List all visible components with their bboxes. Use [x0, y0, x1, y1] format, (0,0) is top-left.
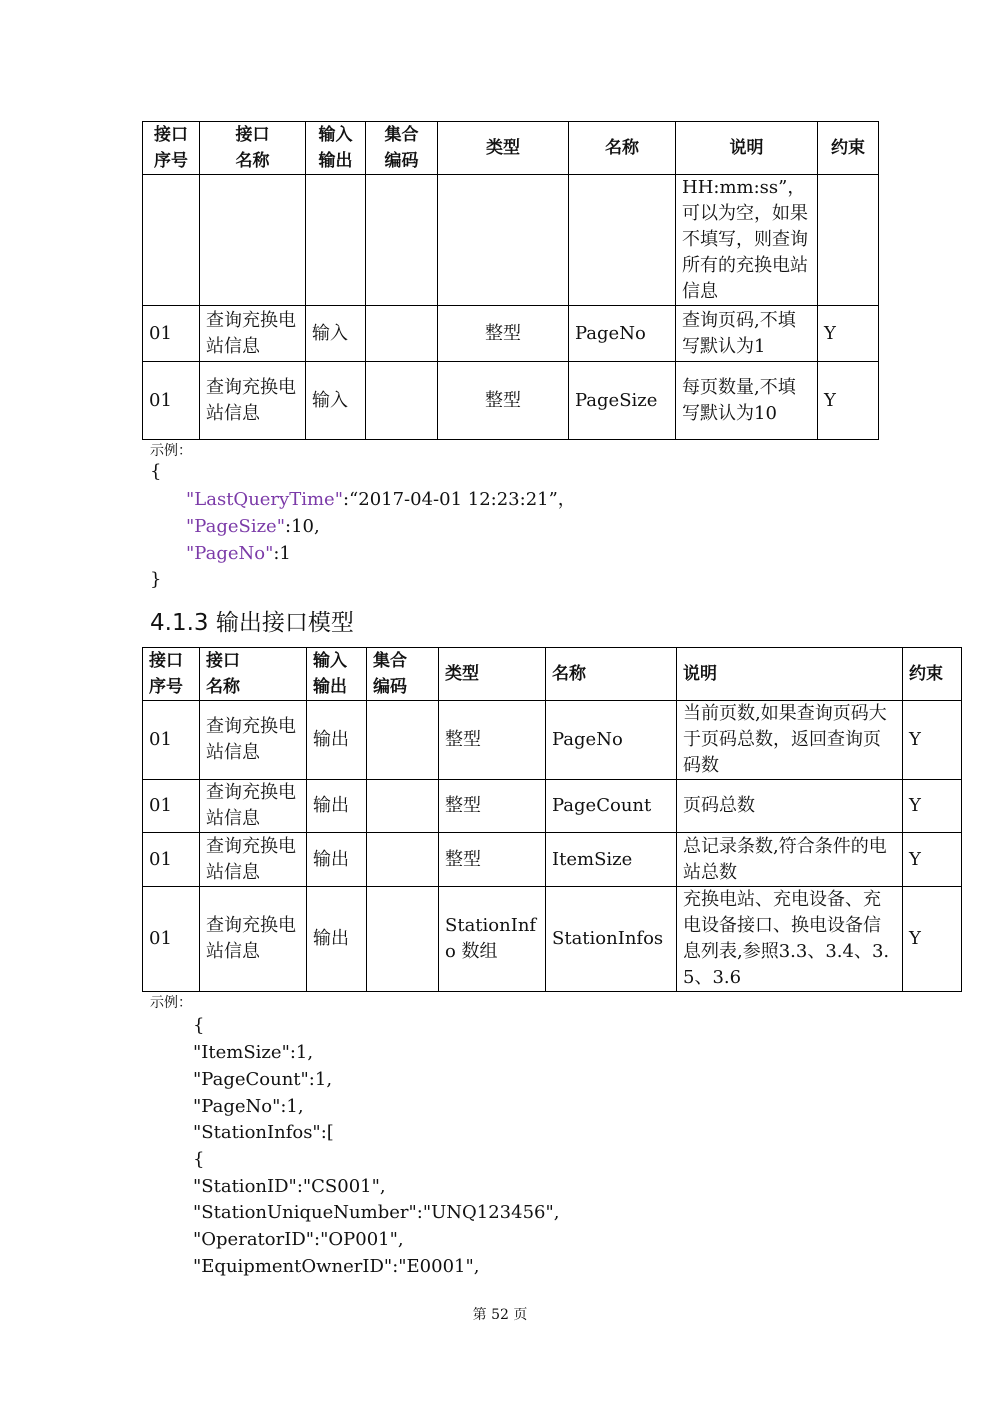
table-cell: 输出 — [307, 833, 367, 887]
table-cell: 整型 — [438, 306, 569, 362]
table-cell: Y — [903, 780, 962, 833]
header-cell — [677, 648, 903, 701]
table-cell: 查询充换电站信息 — [200, 833, 307, 887]
header-text: 集合 编码 — [384, 125, 419, 171]
table-cell: 查询充换电站信息 — [200, 780, 307, 833]
table-cell: 输入 — [306, 306, 366, 362]
header-cell — [546, 648, 677, 701]
code-line: "EquipmentOwnerID":"E0001", — [193, 1256, 480, 1277]
table-row — [143, 362, 879, 440]
header-text: 类型 — [445, 664, 479, 684]
json-key: "PageNo" — [186, 543, 274, 564]
table-cell: 输出 — [307, 701, 367, 780]
code-line — [186, 541, 291, 568]
header-cell — [200, 648, 307, 701]
header-text: 接口 序号 — [154, 125, 188, 171]
table-cell: Y — [818, 306, 879, 362]
code-line: { — [193, 1015, 205, 1036]
table-cell: 整型 — [439, 833, 546, 887]
table-cell — [306, 175, 366, 306]
json-value: :1 — [273, 543, 291, 564]
table-cell: PageCount — [546, 780, 677, 833]
table-header-row — [143, 122, 879, 175]
section-heading: 4.1.3 输出接口模型 — [150, 610, 354, 636]
header-text: 集合 编码 — [373, 651, 407, 697]
code-line: "PageNo":1, — [193, 1096, 304, 1117]
header-text: 名称 — [552, 664, 586, 684]
input-params-table — [142, 121, 879, 440]
table-cell: 输出 — [307, 887, 367, 992]
table-row — [143, 701, 962, 780]
table-cell: 查询充换电站信息 — [200, 701, 307, 780]
table-cell: 输入 — [306, 362, 366, 440]
code-brace-open: { — [150, 461, 162, 482]
header-text: 说明 — [729, 138, 764, 158]
header-cell — [903, 648, 962, 701]
code-line: "StationInfos":[ — [193, 1122, 334, 1143]
table-cell: ItemSize — [546, 833, 677, 887]
table-cell: 整型 — [438, 362, 569, 440]
header-text: 输入 输出 — [313, 651, 347, 697]
table-cell — [569, 175, 676, 306]
table-cell — [366, 306, 438, 362]
table-cell: 01 — [143, 833, 200, 887]
output-params-table — [142, 647, 962, 992]
header-cell — [367, 648, 439, 701]
code-line: "ItemSize":1, — [193, 1042, 314, 1063]
header-cell — [306, 122, 366, 175]
header-cell — [143, 122, 200, 175]
example-label: 示例： — [150, 443, 192, 459]
code-line — [186, 487, 576, 514]
table-cell: 输出 — [307, 780, 367, 833]
code-line: "StationID":"CS001", — [193, 1176, 386, 1197]
code-line — [186, 514, 320, 541]
code-line: "OperatorID":"OP001", — [193, 1229, 404, 1250]
table-cell: 01 — [143, 306, 200, 362]
table-cell — [143, 175, 200, 306]
table-cell — [438, 175, 569, 306]
table-cell: 查询页码,不填写默认为1 — [676, 306, 818, 362]
table-cell — [367, 701, 439, 780]
table-cell: 总记录条数,符合条件的电站总数 — [677, 833, 903, 887]
table-cell: PageSize — [569, 362, 676, 440]
header-cell — [200, 122, 306, 175]
table-cell: PageNo — [546, 701, 677, 780]
table-header-row — [143, 648, 962, 701]
table-cell: Y — [903, 701, 962, 780]
header-cell — [143, 648, 200, 701]
table-row — [143, 780, 962, 833]
example-label: 示例： — [150, 995, 192, 1011]
table-cell: HH:mm:ss”，可以为空，如果不填写，则查询所有的充换电站信息 — [676, 175, 818, 306]
code-line: "StationUniqueNumber":"UNQ123456", — [193, 1202, 560, 1223]
table-cell — [366, 175, 438, 306]
table-cell — [200, 175, 306, 306]
table-row — [143, 175, 879, 306]
table-cell: PageNo — [569, 306, 676, 362]
header-text: 接口 名称 — [206, 651, 240, 697]
header-cell — [818, 122, 879, 175]
header-cell — [569, 122, 676, 175]
table-row — [143, 887, 962, 992]
table-cell: 整型 — [439, 780, 546, 833]
json-key: "LastQueryTime" — [186, 489, 343, 510]
table-cell: 当前页数,如果查询页码大于页码总数，返回查询页码数 — [677, 701, 903, 780]
table-cell: 01 — [143, 887, 200, 992]
page-number: 第 52 页 — [472, 1307, 528, 1323]
header-text: 类型 — [486, 138, 520, 158]
header-text: 接口 名称 — [235, 125, 270, 171]
header-cell — [307, 648, 367, 701]
table-cell — [818, 175, 879, 306]
code-line: "PageCount":1, — [193, 1069, 333, 1090]
header-text: 说明 — [683, 664, 717, 684]
table-cell: 01 — [143, 701, 200, 780]
json-key: "PageSize" — [186, 516, 285, 537]
header-text: 名称 — [605, 138, 639, 158]
table-cell: 页码总数 — [677, 780, 903, 833]
table-cell — [367, 833, 439, 887]
table-cell: Y — [903, 887, 962, 992]
header-cell — [366, 122, 438, 175]
header-text: 接口 序号 — [149, 651, 183, 697]
table-row — [143, 833, 962, 887]
table-cell: 查询充换电站信息 — [200, 306, 306, 362]
table-row — [143, 306, 879, 362]
table-cell: 查询充换电站信息 — [200, 362, 306, 440]
table-cell: 查询充换电站信息 — [200, 887, 307, 992]
table-cell: Y — [903, 833, 962, 887]
table-cell: 01 — [143, 780, 200, 833]
table-cell: Y — [818, 362, 879, 440]
code-line: { — [193, 1149, 205, 1170]
table-cell: 01 — [143, 362, 200, 440]
header-cell — [438, 122, 569, 175]
json-value: :“2017-04-01 12:23:21”， — [342, 489, 576, 510]
header-text: 约束 — [909, 664, 943, 684]
header-text: 约束 — [831, 138, 865, 158]
table-cell: StationInfo 数组 — [439, 887, 546, 992]
header-text: 输入 输出 — [318, 125, 353, 171]
header-cell — [439, 648, 546, 701]
table-cell: 整型 — [439, 701, 546, 780]
table-cell — [367, 887, 439, 992]
table-cell: 充换电站、充电设备、充电设备接口、换电设备信息列表,参照3.3、3.4、3.5、3.6 — [677, 887, 903, 992]
table-cell — [367, 780, 439, 833]
table-cell — [366, 362, 438, 440]
table-cell: StationInfos — [546, 887, 677, 992]
header-cell — [676, 122, 818, 175]
table-cell: 每页数量,不填写默认为10 — [676, 362, 818, 440]
code-brace-close: } — [150, 569, 162, 590]
json-value: :10, — [285, 516, 320, 537]
